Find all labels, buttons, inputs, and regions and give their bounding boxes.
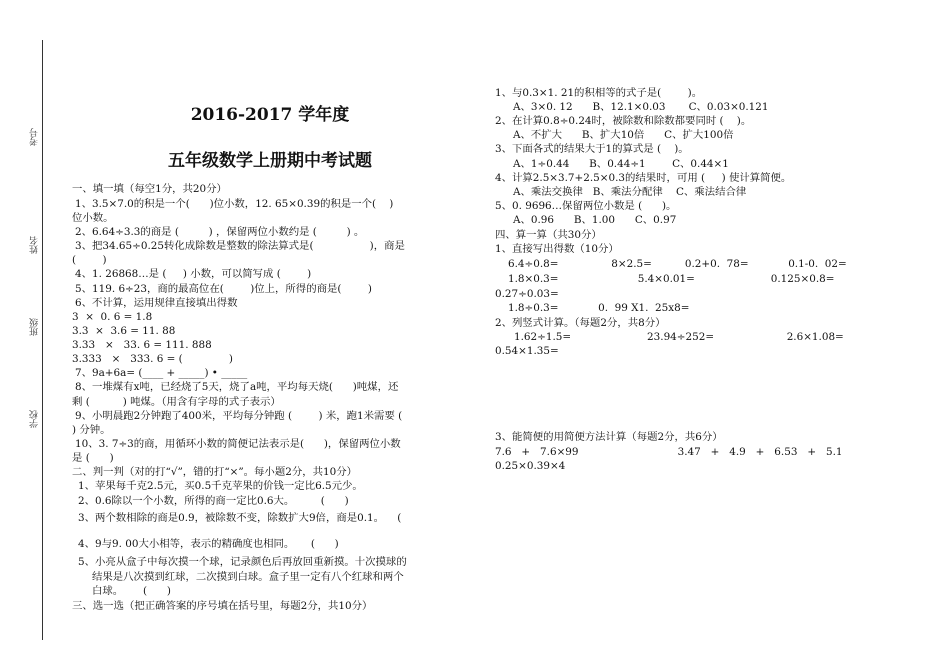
- choice-line: A、1÷0.44 B、0.44÷1 C、0.44×1: [513, 158, 729, 170]
- question-line: 结果是八次摸到红球，二次摸到白球。盒子里一定有八个红球和两个: [92, 571, 404, 583]
- question-line: 1、苹果每千克2.5元，买0.5千克苹果的价钱一定比6.5元少。: [78, 480, 363, 492]
- question-line: 7、9a+6a= (____ + _____) • _____: [75, 367, 248, 379]
- question-line: 3 × 0. 6 = 1.8: [72, 311, 153, 323]
- section-heading: 一、填一填（每空1分，共20分）: [72, 183, 227, 195]
- question-line: 3、下面各式的结果大于1的算式是 ( )。: [495, 143, 689, 155]
- calc-line: 1.8×0.3= 5.4×0.01= 0.125×0.8=: [508, 273, 835, 285]
- subsection-heading: 1、直接写出得数（10分）: [495, 243, 619, 255]
- question-line: 9、小明晨跑2分钟跑了400米，平均每分钟跑 ( ) 米，跑1米需要 (: [75, 410, 403, 422]
- calc-line: 1.62÷1.5= 23.94÷252= 2.6×1.08=: [514, 331, 844, 343]
- binding-margin: [0, 0, 60, 671]
- question-line: 4、计算2.5×3.7+2.5×0.3的结果时，可用 ( ) 使计算简便。: [495, 172, 792, 184]
- question-line: 3.3 × 3.6 = 11. 88: [72, 325, 176, 337]
- calc-line: 0.25×0.39×4: [495, 460, 566, 472]
- question-line: ( ): [72, 254, 107, 266]
- question-line: 10、3. 7÷3的商，用循环小数的简便记法表示是( )，保留两位小数: [75, 438, 401, 450]
- calc-line: 1.8÷0.3= 0. 99 X1. 25x8=: [508, 302, 690, 314]
- question-line: 位小数。: [72, 212, 114, 224]
- question-line: 是 ( ): [72, 452, 114, 464]
- choice-line: A、乘法交换律 B、乘法分配律 C、乘法结合律: [513, 186, 747, 198]
- label-exam-number: 考号: [30, 128, 40, 146]
- question-line: 3.33 × 33. 6 = 111. 888: [72, 339, 212, 351]
- question-line: 6、不计算，运用规律直接填出得数: [75, 297, 238, 309]
- question-line: 5、119. 6÷23，商的最高位在( )位上，所得的商是( ): [75, 283, 372, 295]
- question-line: 3、两个数相除的商是0.9，被除数不变，除数扩大9倍，商是0.1。 (: [78, 512, 402, 524]
- exam-title: 五年级数学上册期中考试题: [168, 151, 372, 171]
- question-line: 8、一堆煤有x吨，已经烧了5天，烧了a吨，平均每天烧( )吨煤，还: [75, 381, 399, 393]
- label-school: 学校: [30, 410, 40, 428]
- question-line: 2、6.64÷3.3的商是 ( ) ，保留两位小数约是 ( ) 。: [75, 226, 365, 238]
- question-line: ) 分钟。: [72, 424, 111, 436]
- calc-line: 0.54×1.35=: [495, 345, 559, 357]
- choice-line: A、不扩大 B、扩大10倍 C、扩大100倍: [513, 129, 734, 141]
- section-heading: 二、判一判（对的打“√”，错的打“×”。每小题2分，共10分）: [72, 466, 357, 478]
- section-heading: 三、选一选（把正确答案的序号填在括号里，每题2分，共10分）: [72, 600, 373, 612]
- question-line: 1、3.5×7.0的积是一个( )位小数，12. 65×0.39的积是一个( ): [75, 198, 394, 210]
- section-heading: 四、算一算（共30分）: [495, 229, 602, 241]
- question-line: 5、0. 9696…保留两位小数是 ( )。: [495, 200, 677, 212]
- exam-year: 2016-2017 学年度: [190, 105, 350, 125]
- calc-line: 7.6 + 7.6×99 3.47 + 4.9 + 6.53 + 5.1: [495, 446, 843, 458]
- question-line: 3.333 × 333. 6 = ( ): [72, 353, 233, 365]
- question-line: 2、在计算0.8÷0.24时，被除数和除数都要同时 ( )。: [495, 115, 752, 127]
- choice-line: A、3×0. 12 B、12.1×0.03 C、0.03×0.121: [513, 101, 769, 113]
- question-line: 2、0.6除以一个小数，所得的商一定比0.6大。 ( ): [78, 495, 349, 507]
- label-class: 班级: [30, 318, 40, 336]
- question-line: 3、把34.65÷0.25转化成除数是整数的除法算式是( )，商是: [75, 240, 405, 252]
- question-line: 剩 ( ) 吨煤。（用含有字母的式子表示）: [72, 396, 281, 408]
- choice-line: A、0.96 B、1.00 C、0.97: [513, 214, 677, 226]
- question-line: 1、与0.3×1. 21的积相等的式子是( )。: [495, 87, 703, 99]
- question-line: 5、小亮从盒子中每次摸一个球，记录颜色后再放回重新摸。十次摸球的: [78, 556, 407, 568]
- subsection-heading: 2、列竖式计算。（每题2分，共8分）: [495, 317, 666, 329]
- calc-line: 0.27÷0.03=: [495, 288, 559, 300]
- binding-line: [42, 40, 43, 640]
- subsection-heading: 3、能简便的用简便方法计算（每题2分，共6分）: [495, 431, 723, 443]
- label-name: 姓名: [30, 236, 40, 254]
- question-line: 4、1. 26868…是 ( ) 小数，可以简写成 ( ): [75, 268, 312, 280]
- question-line: 4、9与9. 00大小相等，表示的精确度也相同。 ( ): [78, 538, 339, 550]
- question-line: 白球。 ( ): [92, 585, 171, 597]
- calc-line: 6.4÷0.8= 8×2.5= 0.2+0. 78= 0.1-0. 02=: [508, 258, 847, 270]
